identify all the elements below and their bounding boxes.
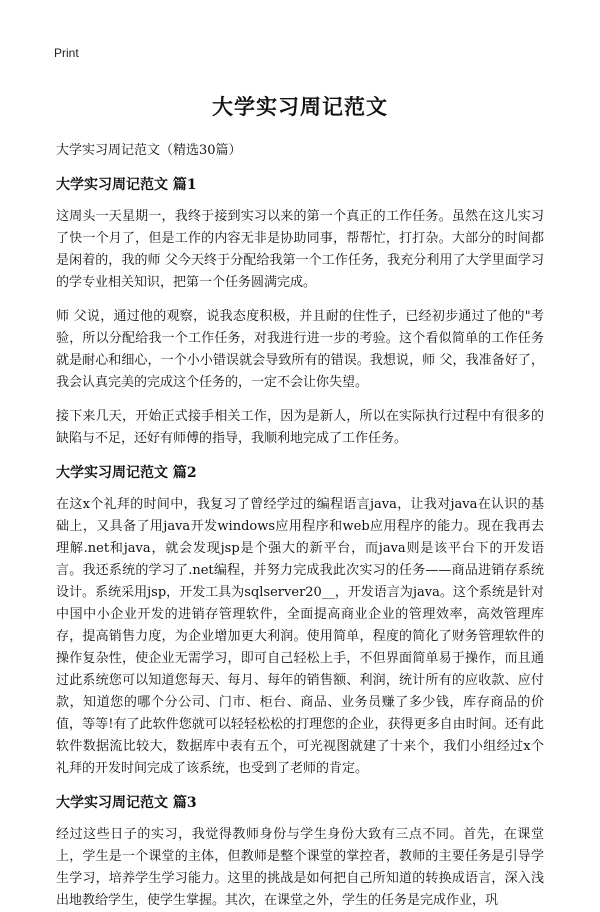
paragraph: 这周头一天星期一，我终于接到实习以来的第一个真正的工作任务。虽然在这儿实习了快一个月了，但是工作的内容无非是协助同事，帮帮忙，打打杂。大部分的时间都是闲着的，我的师 父今天终于分配给我第一个工作任务，我充分利用了大学里面学习的学专业相关知识，把第一个任务圆满完成。 bbox=[56, 209, 544, 290]
paragraph: 在这x个礼拜的时间中，我复习了曾经学过的编程语言java，让我对java在认识的基础上，又具备了用java开发windows应用程序和web应用程序的能力。现在我再去理解.net和java，就会发现jsp是个强大的新平台，而java则是该平台下的开发语言。我还系统的学习了.net编程，并努力完成我此次实习的任务——商品进销存系统设计。系统采用jsp，开发工具为sqlserver20__，开发语言为java。这个系统是针对中国中小企业开发的进销存管理软件，全面提高商业企业的管理效率，高效管理库存，提高销售力度，为企业增加更大利润。使用简单，程度的简化了财务管理软件的操作复杂性，使企业无需学习，即可自己轻松上手，不但界面简单易于操作，而且通过此系统您可以知道您每天、每月、每年的销售额、利润，统计所有的应收款、应付款，知道您的哪个分公司、门市、柜台、商品、业务员赚了多少钱，库存商品的价值，等等!有了此软件您就可以轻轻松松的打理您的企业，获得更多自由时间。还有此软件数据流比较大，数据库中表有五个，可光视图就建了十来个，我们小组经过x个礼拜的开发时间完成了该系统，也受到了老师的肯定。 bbox=[56, 497, 544, 776]
paragraph: 接下来几天，开始正式接手相关工作，因为是新人，所以在实际执行过程中有很多的缺陷与不足，还好有师傅的指导，我顺利地完成了工作任务。 bbox=[56, 409, 544, 446]
document-subtitle: 大学实习周记范文（精选30篇） bbox=[56, 143, 242, 158]
paragraph: 经过这些日子的实习，我觉得教师身份与学生身份大致有三点不同。首先，在课堂上，学生是一个课堂的主体，但教师是整个课堂的掌控者，教师的主要任务是引导学生学习，培养学生学习能力。这里的挑战是如何把自己所知道的转换成语言，深入浅出地教给学生，使学生掌握。其次，在课堂之外，学生的任务是完成作业，巩 bbox=[56, 827, 544, 908]
section-1 bbox=[56, 174, 544, 450]
section-3 bbox=[56, 792, 544, 912]
section-2 bbox=[56, 462, 544, 780]
page-title: 大学实习周记范文 bbox=[212, 94, 388, 119]
paragraph: 师 父说，通过他的观察，说我态度积极，并且耐的住性子，已经初步通过了他的"考验，所以分配给我一个工作任务，对我进行进一步的考验。这个看似简单的工作任务就是耐心和细心，一个小小错误就会导致所有的错误。我想说，师 父，我准备好了，我会认真完美的完成这个任务的，一定不会让你失望。 bbox=[56, 309, 544, 390]
section-heading: 大学实习周记范文 篇3 bbox=[56, 795, 197, 811]
section-heading: 大学实习周记范文 篇2 bbox=[56, 465, 197, 481]
print-link[interactable]: Print bbox=[54, 46, 79, 60]
section-heading: 大学实习周记范文 篇1 bbox=[56, 177, 197, 193]
